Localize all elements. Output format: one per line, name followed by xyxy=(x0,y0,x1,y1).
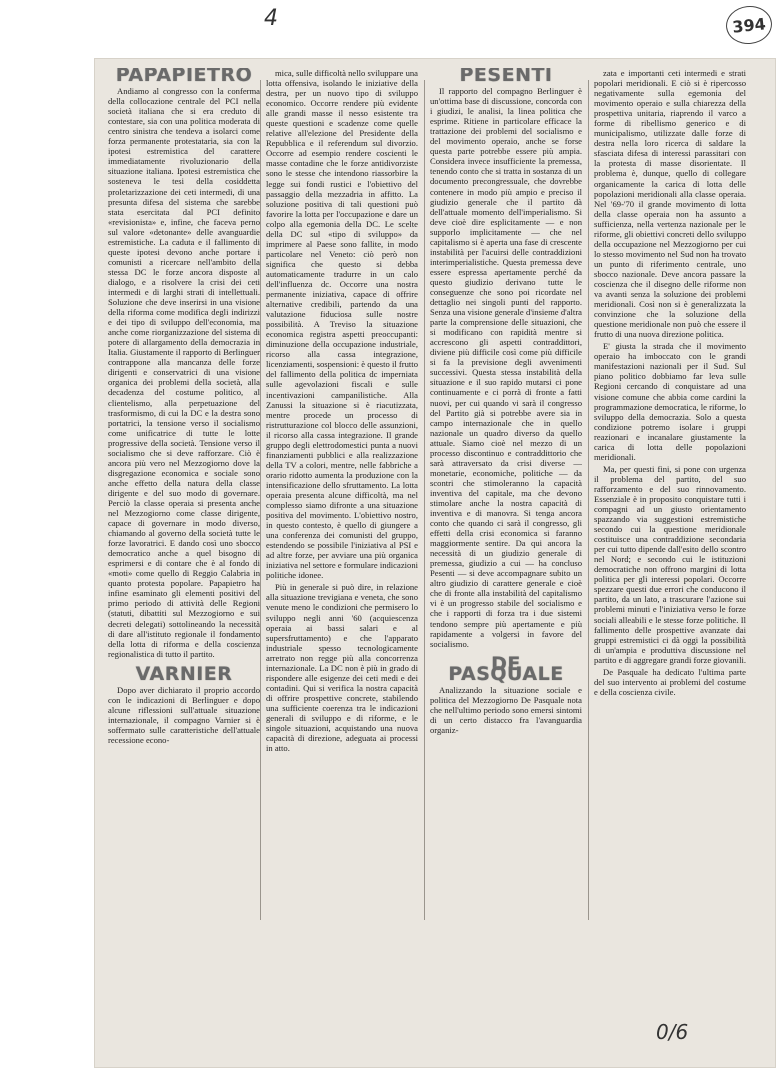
speaker-heading-papapietro: PAPAPIETRO xyxy=(115,68,253,86)
speaker-heading-pesenti: PESENTI xyxy=(459,68,553,86)
speaker-heading-de-pasquale: DE PASQUALE xyxy=(448,652,564,685)
article-paragraph: Analizzando la situazione sociale e politica del Mezzogiorno De Pasquale nota che nell'ultimo periodo sono emersi sintomi di un certo distacco fra l'avanguardia organiz- xyxy=(430,684,582,735)
speaker-heading-varnier: VARNIER xyxy=(135,662,233,685)
article-paragraph: De Pasquale ha dedicato l'ultima parte del suo intervento ai problemi del costume e della coscienza civile. xyxy=(594,666,746,697)
archive-stamp-number: 394 xyxy=(724,4,774,47)
article-paragraph: Dopo aver dichiarato il proprio accordo con le indicazioni di Berlinguer e dopo alcune riflessioni sull'attuale situazione internazionale, il compagno Varnier si è soffermato sulle caratteristiche dell'attuale recessione econo- xyxy=(108,684,260,745)
handwritten-page-number: 4 xyxy=(264,6,278,31)
handwritten-note: 0/6 xyxy=(656,1020,689,1044)
column-3 xyxy=(430,68,582,1058)
column-rule xyxy=(424,80,425,920)
column-rule xyxy=(588,80,589,920)
article-paragraph: Il rapporto del compagno Berlinguer è un'ottima base di discussione, concorda con i giudizi, le analisi, la linea politica che esprime. Ritiene in particolare efficace la trattazione dei problemi del socialismo e del movimento operaio, anche se forse questa parte potrebbe essere più ampia. Considera invece insufficiente la premessa, tenendo conto che si tratta in sostanza di un documento precongressuale, che dovrebbe contenere in modo più ampio e preciso il giudizio generale che il partito dà dell'attuale momento dell'imperialismo. Si deve cioè dire esplicitamente — e non supporlo implicitamente — che nel capitalismo si è aperta una fase di crescente instabilità per l'acuirsi delle contraddizioni interimperialistiche. Questa premessa deve essere espressa apertamente perché da questo giudizio derivano tutte le conseguenze che sono poi ricordate nel dettaglio nei singoli punti del rapporto. Senza una visione generale d'insieme d'altra parte la comprensione delle situazioni, che si modificano con rapidità mentre si accrescono gli aspetti contraddittori, diviene più difficile così come più difficile si fa la previsione degli avvenimenti successivi. Questa stessa instabilità della situazione e il suo rapido mutarsi ci pone continuamente e ci porrà di fronte a fatti nuovi, per cui quando vi sarà il congresso del Partito già si potrebbe avere sia in campo internazionale che in quello nazionale un quadro diverso da quello attuale. Siamo cioè nel mezzo di un processo discontinuo e contraddittorio che sarà attraversato da crisi diverse — monetarie, economiche, politiche — da scontri che stimoleranno la capacità inventiva del capitale, ma che devono stimolare anche la nostra capacità di inventiva e di manovra. Si tenga ancora conto che quando ci sarà il congresso, gli effetti della crisi economica si faranno maggiormente sentire. Da qui ancora la necessità di un giudizio generale di premessa, giudizio a cui — ha concluso Pesenti — si deve accompagnare subito un altro giudizio di carattere generale e cioè che di fronte alla instabilità del capitalismo vi è un progresso stabile del socialismo e che i rapporti di forza tra i due sistemi tendono sempre più apertamente e più rapidamente a volgersi in favore del socialismo. xyxy=(430,86,582,649)
column-2 xyxy=(266,68,418,1058)
column-1 xyxy=(108,68,260,1058)
column-4 xyxy=(594,68,746,1058)
article-paragraph: mica, sulle difficoltà nello sviluppare una lotta offensiva, isolando le iniziative della destra, per un nuovo tipo di sviluppo economico. Occorre rendere più evidente alle grandi masse il nesso esistente tra queste questioni e scadenze come quelle relative all'elezione del Presidente della Repubblica e il referendum sul divorzio. Occorre ad esempio rendere coscienti le masse contadine che le forze antidivorziste sono le stesse che intendono riassorbire la legge sui fondi rustici e l'obiettivo del passaggio della mezzadria in affitto. La soluzione positiva di tali questioni può favorire la lotta per l'occupazione e dare un colpo alla egemonia della DC. Le scelte della DC sul «tipo di sviluppo» da imprimere al Paese sono fallite, in modo particolare nel Veneto: ciò però non significa che questo si debba automaticamente tradurre in un calo dell'influenza dc. Occorre una nostra permanente iniziativa, capace di offrire alternative credibili, partendo da una valutazione fiduciosa sulle nostre possibilità. A Treviso la situazione economica registra aspetti preoccupanti: diminuzione della occupazione industriale, ricorso alla cassa integrazione, licenziamenti, sospensioni: è questo il frutto del fallimento della politica dc imperniata sulle agevolazioni fiscali e sulle incentivazioni campanilistiche. Alla Zanussi la situazione si è riacutizzata, mentre procede un processo di ristrutturazione col blocco delle assunzioni, il ricorso alla cassa integrazione. Il grande gruppo degli elettrodomestici punta a nuovi finanziamenti pubblici e alla realizzazione della TV a colori, mentre, nelle fabbriche a orario ridotto aumenta la produzione con la intensificazione dello sfruttamento. La lotta operaia presenta alcune difficoltà, ma nel complesso siamo difronte a una situazione positiva del movimento. L'obiettivo nostro, in questo contesto, è quello di giungere a una conferenza dei comunisti del gruppo, estendendo se possibile l'iniziativa al PSI e ad altre forze, per avviare una più organica iniziativa nel settore e formulare indicazioni politiche idonee. xyxy=(266,68,418,581)
article-paragraph: Più in generale si può dire, in relazione alla situazione trevigiana e veneta, che sono venute meno le condizioni che permisero lo sviluppo negli anni '60 (acquiescenza operaia ai bassi salari e al supersfruttamento) e che l'apparato industriale spesso tecnologicamente arretrato non regge più alla concorrenza internazionale. La DC non è più in grado di rispondere alle esigenze dei ceti medi e dei contadini. Qui si verifica la nostra capacità di offrire prospettive concrete, stabilendo una sufficiente coerenza tra le indicazioni generali di sviluppo e di riforme, e le singole situazioni, acquistando una nuova capacità di direzione, adeguata ai processi in atto. xyxy=(266,582,418,754)
article-paragraph: Andiamo al congresso con la conferma della collocazione centrale del PCI nella società italiana che si era creduto di contestare, sia con una politica moderata di centro sinistra che tendeva a isolarci come forza permanente protestataria, sia con la ipotesi estremistica del carattere immediatamente rivoluzionario della situazione italiana. Ipotesi estremistica che sosteneva le tesi della cosiddetta proletarizzazione dei ceti intermedi, di una presunta difesa del sistema che sarebbe stata esercitata dal PCI definito «revisionista» e, infine, che faceva perno sul valore «detonante» delle avanguardie estremistiche. La caduta e il fallimento di queste ipotesi devono anche portare i comunisti a ricercare nell'ambito della stessa DC le forze ancora disposte al dialogo, e a risolvere la crisi dei ceti intermedi e di larghi strati di intellettuali. Soluzione che deve inserirsi in una visione della riforma come modifica degli indirizzi e dei tipo di sviluppo dell'economia, ma anche come riorganizzazione del sistema di potere di allargamento della democrazia in Italia. Giustamente il rapporto di Berlinguer contrappone alla mancanza delle forze dirigenti e conservatrici di una visione organica dei problemi della società, alla decadenza del costume politico, al clientelismo, alla perpetuazione del trasformismo, di cui la DC e la destra sono portatrici, la tensione verso il socialismo come unificatrice di tutte le lotte progressive della società. Tensione verso il socialismo che si deve rafforzare. Ciò è ancora più vero nel Mezzogiorno dove la disgregazione economica e sociale sono anche effetto della natura della classe dirigente e del suo modo di governare. Perciò la classe operaia si presenta anche nel Mezzogiorno come classe dirigente, capace di governare in modo diverso, chiamando al governo della società tutte le forze lavoratrici. E dando così uno sbocco democratico anche a quel bisogno di esprimersi e di contare che è al fondo di «moti» come quello di Reggio Calabria in quanto protesta popolare. Papapietro ha infine esaminato gli elementi positivi del primo periodo di attività delle Regioni (statuti, dibattiti sul Mezzogiorno e sui decreti delegati) sottolineando la necessità di dare all'istituto regionale il fondamento della lotta di riforma e della coscienza regionalistica di tutto il partito. xyxy=(108,86,260,659)
newspaper-clipping xyxy=(94,58,776,1068)
article-paragraph: E' giusta la strada che il movimento operaio ha imboccato con le grandi manifestazioni nazionali per il Sud. Sul piano politico dobbiamo far leva sulle Regioni cercando di conquistare ad una visione comune che abbia come cardini la programmazione democratica, le riforme, lo sviluppo della democrazia. Solo a questa condizione potremo isolare i gruppi reazionari e incanalare giustamente la carica di lotta delle popolazioni meridionali. xyxy=(594,341,746,462)
article-paragraph: zata e importanti ceti intermedi e strati popolari meridionali. E ciò si è ripercosso negativamente sulla egemonia del movimento operaio e sulla chiarezza della prospettiva unitaria, riaprendo il varco a forme di ribellismo generico e di municipalismo, utilizzate dalle forze di destra nella loro ricerca di saldare la sfasciata difesa di interessi parassitari con la protesta di masse disorientate. Il problema è, dunque, quello di collegare organicamente la carica di lotta delle popolazioni meridionali alla classe operaia. Nel '69-'70 il grande movimento di lotta della classe operaia non ha assunto a sufficienza, nella vertenza nazionale per le riforme, gli obiettivi concreti dello sviluppo della occupazione nel Mezzogiorno per cui lo stesso movimento nel Sud non ha trovato un punto di riferimento centrale, uno sbocco nazionale. Deve ancora passare la coscienza che il disegno delle riforme non va avanti senza la soluzione dei problemi meridionali. Così non si è generalizzata la convinzione che la soluzione della questione meridionale non può che essere il frutto di una nuova direzione politica. xyxy=(594,68,746,340)
column-rule xyxy=(260,80,261,920)
article-paragraph: Ma, per questi fini, si pone con urgenza il problema del partito, del suo rafforzamento e del suo rinnovamento. Essenziale è in proposito conquistare tutti i compagni ad un giusto orientamento spazzando via suggestioni estremistiche secondo cui la questione meridionale costituisce una contraddizione secondaria per cui tutto dipende dall'esito dello scontro nel Nord; e secondo cui le istituzioni democratiche non offrono margini di lotta politica per gli interessi popolari. Occorre spezzare questi due errori che conducono il partito, da un lato, a trascurare l'azione sui problemi minuti e l'iniziativa verso le forze sociali alleabili e le stesse forze politiche. Il fallimento delle prospettive avanzate dai gruppi estremistici ci dà oggi la possibilità di un'ampia e produttiva discussione nel partito e di aggregare grandi forze giovanili. xyxy=(594,463,746,665)
